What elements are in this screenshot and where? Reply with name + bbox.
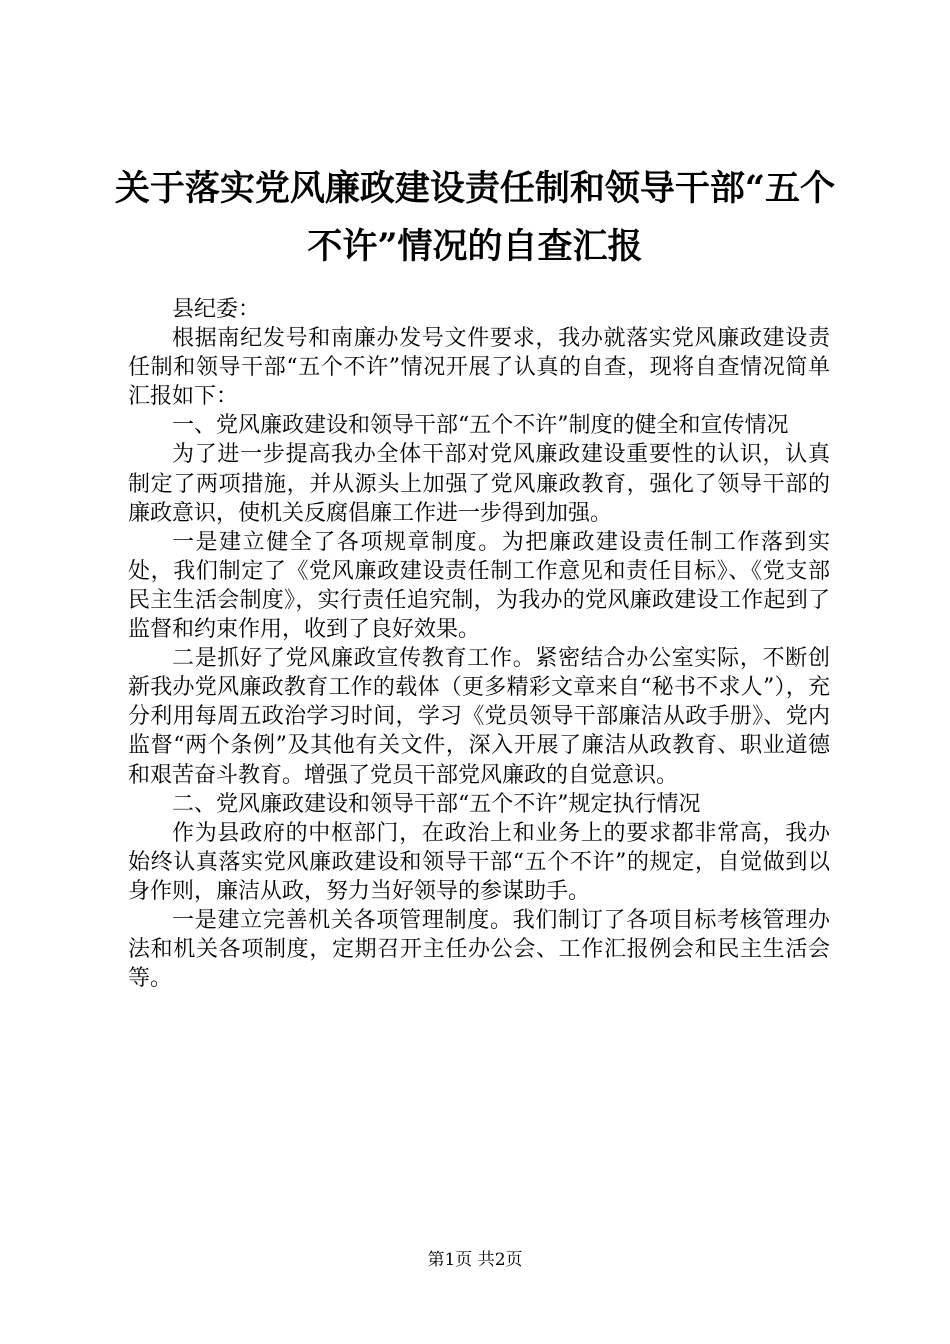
document-body	[128, 295, 830, 993]
section-heading: 二、党风廉政建设和领导干部“五个不许”规定执行情况	[172, 791, 701, 817]
paragraph: 二是抓好了党风廉政宣传教育工作。紧密结合办公室实际，不断创新我办党风廉政教育工作的载体（更多精彩文章来自“秘书不求人”），充分利用每周五政治学习时间，学习《党员领导干部廉洁从政手册》、党内监督“两个条例”及其他有关文件，深入开展了廉洁从政教育、职业道德和艰苦奋斗教育。增强了党员干部党风廉政的自觉意识。	[128, 646, 830, 788]
paragraph: 为了进一步提高我办全体干部对党风廉政建设重要性的认识，认真制定了两项措施，并从源头上加强了党风廉政教育，强化了领导干部的廉政意识，使机关反腐倡廉工作进一步得到加强。	[128, 442, 830, 526]
page-number-footer: 第1页 共2页	[427, 1250, 523, 1270]
paragraph: 一是建立健全了各项规章制度。为把廉政建设责任制工作落到实处，我们制定了《党风廉政建设责任制工作意见和责任目标》、《党支部民主生活会制度》，实行责任追究制，为我办的党风廉政建设工作起到了监督和约束作用，收到了良好效果。	[128, 529, 830, 643]
document-title: 关于落实党风廉政建设责任制和领导干部“五个不许”情况的自查汇报	[114, 168, 836, 267]
paragraph: 一是建立完善机关各项管理制度。我们制订了各项目标考核管理办法和机关各项制度，定期召开主任办公会、工作汇报例会和民主生活会等。	[128, 907, 830, 992]
paragraph: 作为县政府的中枢部门，在政治上和业务上的要求都非常高，我办始终认真落实党风廉政建设和领导干部“五个不许”的规定，自觉做到以身作则，廉洁从政，努力当好领导的参谋助手。	[128, 820, 830, 904]
paragraph: 根据南纪发号和南廉办发号文件要求，我办就落实党风廉政建设责任制和领导干部“五个不许”情况开展了认真的自查，现将自查情况简单汇报如下：	[128, 326, 830, 410]
section-heading: 一、党风廉政建设和领导干部“五个不许”制度的健全和宣传情况	[172, 413, 789, 439]
salutation: 县纪委：	[172, 297, 261, 322]
